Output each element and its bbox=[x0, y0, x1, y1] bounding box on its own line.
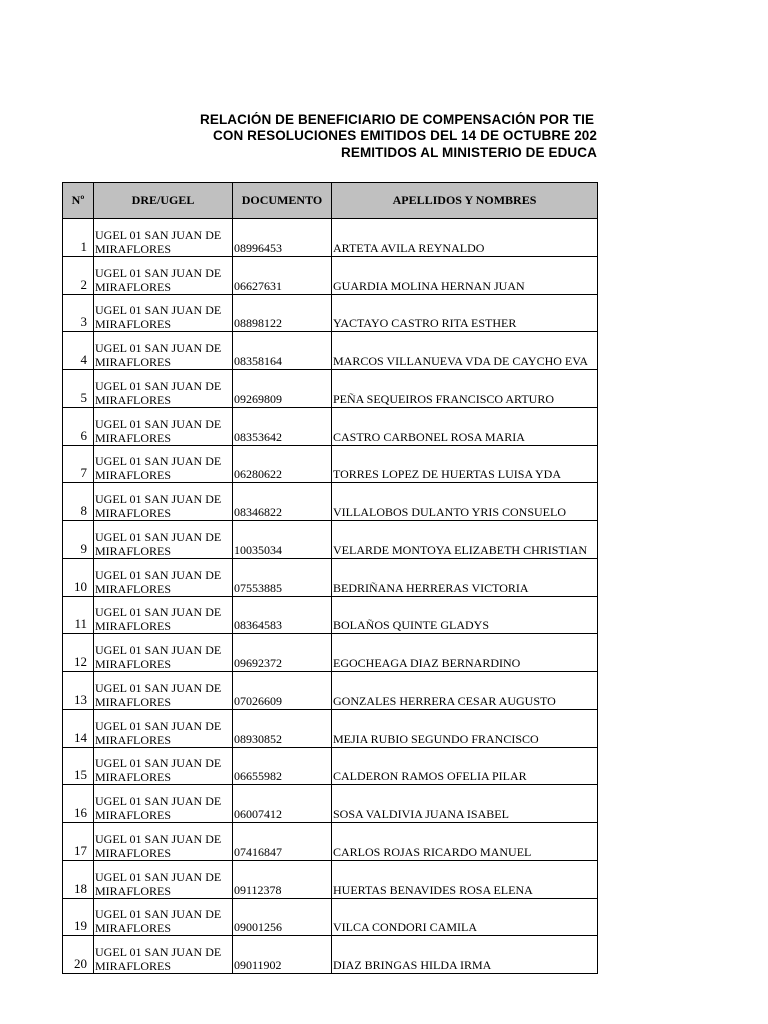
row-apellidos-nombres: CARLOS ROJAS RICARDO MANUEL bbox=[332, 823, 598, 861]
row-number: 9 bbox=[63, 521, 94, 559]
row-apellidos-nombres: GUARDIA MOLINA HERNAN JUAN bbox=[332, 256, 598, 294]
row-apellidos-nombres: ARTETA AVILA REYNALDO bbox=[332, 219, 598, 257]
row-number: 18 bbox=[63, 860, 94, 898]
row-number: 16 bbox=[63, 785, 94, 823]
row-apellidos-nombres: VELARDE MONTOYA ELIZABETH CHRISTIAN bbox=[332, 521, 598, 559]
row-dre-ugel: UGEL 01 SAN JUAN DE MIRAFLORES bbox=[94, 370, 233, 408]
row-number: 17 bbox=[63, 823, 94, 861]
beneficiary-table bbox=[62, 182, 598, 974]
row-documento: 07026609 bbox=[233, 672, 332, 710]
row-documento: 09112378 bbox=[233, 860, 332, 898]
row-documento: 09269809 bbox=[233, 370, 332, 408]
row-dre-ugel: UGEL 01 SAN JUAN DE MIRAFLORES bbox=[94, 672, 233, 710]
row-apellidos-nombres: SOSA VALDIVIA JUANA ISABEL bbox=[332, 785, 598, 823]
row-apellidos-nombres: BEDRIÑANA HERRERAS VICTORIA bbox=[332, 558, 598, 596]
row-documento: 09001256 bbox=[233, 898, 332, 936]
document-title: RELACIÓN DE BENEFICIARIO DE COMPENSACIÓN POR TIE bbox=[200, 112, 595, 127]
table-row bbox=[63, 294, 598, 332]
row-documento: 06655982 bbox=[233, 747, 332, 785]
row-dre-ugel: UGEL 01 SAN JUAN DE MIRAFLORES bbox=[94, 332, 233, 370]
row-number: 6 bbox=[63, 407, 94, 445]
row-number: 1 bbox=[63, 219, 94, 257]
table-row bbox=[63, 709, 598, 747]
table-header bbox=[63, 183, 598, 219]
table-row bbox=[63, 483, 598, 521]
row-dre-ugel: UGEL 01 SAN JUAN DE MIRAFLORES bbox=[94, 785, 233, 823]
row-apellidos-nombres: VILCA CONDORI CAMILA bbox=[332, 898, 598, 936]
table-row bbox=[63, 823, 598, 861]
row-number: 15 bbox=[63, 747, 94, 785]
row-number: 13 bbox=[63, 672, 94, 710]
row-dre-ugel: UGEL 01 SAN JUAN DE MIRAFLORES bbox=[94, 823, 233, 861]
row-documento: 08898122 bbox=[233, 294, 332, 332]
table-row bbox=[63, 634, 598, 672]
row-dre-ugel: UGEL 01 SAN JUAN DE MIRAFLORES bbox=[94, 709, 233, 747]
table-row bbox=[63, 370, 598, 408]
table-row bbox=[63, 747, 598, 785]
row-dre-ugel: UGEL 01 SAN JUAN DE MIRAFLORES bbox=[94, 256, 233, 294]
row-documento: 09011902 bbox=[233, 936, 332, 974]
row-apellidos-nombres: TORRES LOPEZ DE HUERTAS LUISA YDA bbox=[332, 445, 598, 483]
row-dre-ugel: UGEL 01 SAN JUAN DE MIRAFLORES bbox=[94, 294, 233, 332]
row-dre-ugel: UGEL 01 SAN JUAN DE MIRAFLORES bbox=[94, 747, 233, 785]
row-dre-ugel: UGEL 01 SAN JUAN DE MIRAFLORES bbox=[94, 558, 233, 596]
row-documento: 08364583 bbox=[233, 596, 332, 634]
document-title-block bbox=[0, 112, 600, 164]
row-documento: 06280622 bbox=[233, 445, 332, 483]
row-documento: 06007412 bbox=[233, 785, 332, 823]
row-apellidos-nombres: YACTAYO CASTRO RITA ESTHER bbox=[332, 294, 598, 332]
table-row bbox=[63, 898, 598, 936]
header-row bbox=[63, 183, 598, 219]
row-dre-ugel: UGEL 01 SAN JUAN DE MIRAFLORES bbox=[94, 936, 233, 974]
table-body bbox=[63, 219, 598, 974]
row-documento: 09692372 bbox=[233, 634, 332, 672]
row-apellidos-nombres: CALDERON RAMOS OFELIA PILAR bbox=[332, 747, 598, 785]
row-dre-ugel: UGEL 01 SAN JUAN DE MIRAFLORES bbox=[94, 596, 233, 634]
table-row bbox=[63, 445, 598, 483]
row-dre-ugel: UGEL 01 SAN JUAN DE MIRAFLORES bbox=[94, 219, 233, 257]
row-apellidos-nombres: MEJIA RUBIO SEGUNDO FRANCISCO bbox=[332, 709, 598, 747]
row-dre-ugel: UGEL 01 SAN JUAN DE MIRAFLORES bbox=[94, 483, 233, 521]
row-dre-ugel: UGEL 01 SAN JUAN DE MIRAFLORES bbox=[94, 634, 233, 672]
row-number: 10 bbox=[63, 558, 94, 596]
table-row bbox=[63, 407, 598, 445]
row-documento: 07553885 bbox=[233, 558, 332, 596]
row-number: 8 bbox=[63, 483, 94, 521]
column-header-apellidos-nombres: APELLIDOS Y NOMBRES bbox=[332, 183, 598, 219]
row-apellidos-nombres: CASTRO CARBONEL ROSA MARIA bbox=[332, 407, 598, 445]
row-number: 4 bbox=[63, 332, 94, 370]
row-dre-ugel: UGEL 01 SAN JUAN DE MIRAFLORES bbox=[94, 521, 233, 559]
document-subtitle-2: REMITIDOS AL MINISTERIO DE EDUCA bbox=[341, 145, 597, 160]
row-documento: 10035034 bbox=[233, 521, 332, 559]
row-documento: 08996453 bbox=[233, 219, 332, 257]
row-number: 2 bbox=[63, 256, 94, 294]
row-documento: 06627631 bbox=[233, 256, 332, 294]
row-number: 19 bbox=[63, 898, 94, 936]
row-number: 3 bbox=[63, 294, 94, 332]
row-number: 7 bbox=[63, 445, 94, 483]
row-documento: 08353642 bbox=[233, 407, 332, 445]
table-row bbox=[63, 521, 598, 559]
row-dre-ugel: UGEL 01 SAN JUAN DE MIRAFLORES bbox=[94, 407, 233, 445]
row-number: 12 bbox=[63, 634, 94, 672]
row-documento: 08346822 bbox=[233, 483, 332, 521]
row-apellidos-nombres: GONZALES HERRERA CESAR AUGUSTO bbox=[332, 672, 598, 710]
document-subtitle: CON RESOLUCIONES EMITIDOS DEL 14 DE OCTUBRE 202 bbox=[213, 128, 598, 143]
row-apellidos-nombres: EGOCHEAGA DIAZ BERNARDINO bbox=[332, 634, 598, 672]
row-documento: 08930852 bbox=[233, 709, 332, 747]
table-row bbox=[63, 219, 598, 257]
table-row bbox=[63, 672, 598, 710]
row-apellidos-nombres: BOLAÑOS QUINTE GLADYS bbox=[332, 596, 598, 634]
row-apellidos-nombres: VILLALOBOS DULANTO YRIS CONSUELO bbox=[332, 483, 598, 521]
table-row bbox=[63, 936, 598, 974]
table-row bbox=[63, 860, 598, 898]
row-number: 11 bbox=[63, 596, 94, 634]
column-header-documento: DOCUMENTO bbox=[233, 183, 332, 219]
table-row bbox=[63, 785, 598, 823]
row-documento: 08358164 bbox=[233, 332, 332, 370]
table-row bbox=[63, 558, 598, 596]
row-documento: 07416847 bbox=[233, 823, 332, 861]
row-apellidos-nombres: PEÑA SEQUEIROS FRANCISCO ARTURO bbox=[332, 370, 598, 408]
table-row bbox=[63, 332, 598, 370]
row-apellidos-nombres: HUERTAS BENAVIDES ROSA ELENA bbox=[332, 860, 598, 898]
row-apellidos-nombres: MARCOS VILLANUEVA VDA DE CAYCHO EVA bbox=[332, 332, 598, 370]
column-header-dre-ugel: DRE/UGEL bbox=[94, 183, 233, 219]
row-dre-ugel: UGEL 01 SAN JUAN DE MIRAFLORES bbox=[94, 860, 233, 898]
table-row bbox=[63, 256, 598, 294]
row-number: 20 bbox=[63, 936, 94, 974]
column-header-number: Nº bbox=[63, 183, 94, 219]
row-dre-ugel: UGEL 01 SAN JUAN DE MIRAFLORES bbox=[94, 898, 233, 936]
row-dre-ugel: UGEL 01 SAN JUAN DE MIRAFLORES bbox=[94, 445, 233, 483]
table-row bbox=[63, 596, 598, 634]
row-number: 14 bbox=[63, 709, 94, 747]
row-number: 5 bbox=[63, 370, 94, 408]
row-apellidos-nombres: DIAZ BRINGAS HILDA IRMA bbox=[332, 936, 598, 974]
